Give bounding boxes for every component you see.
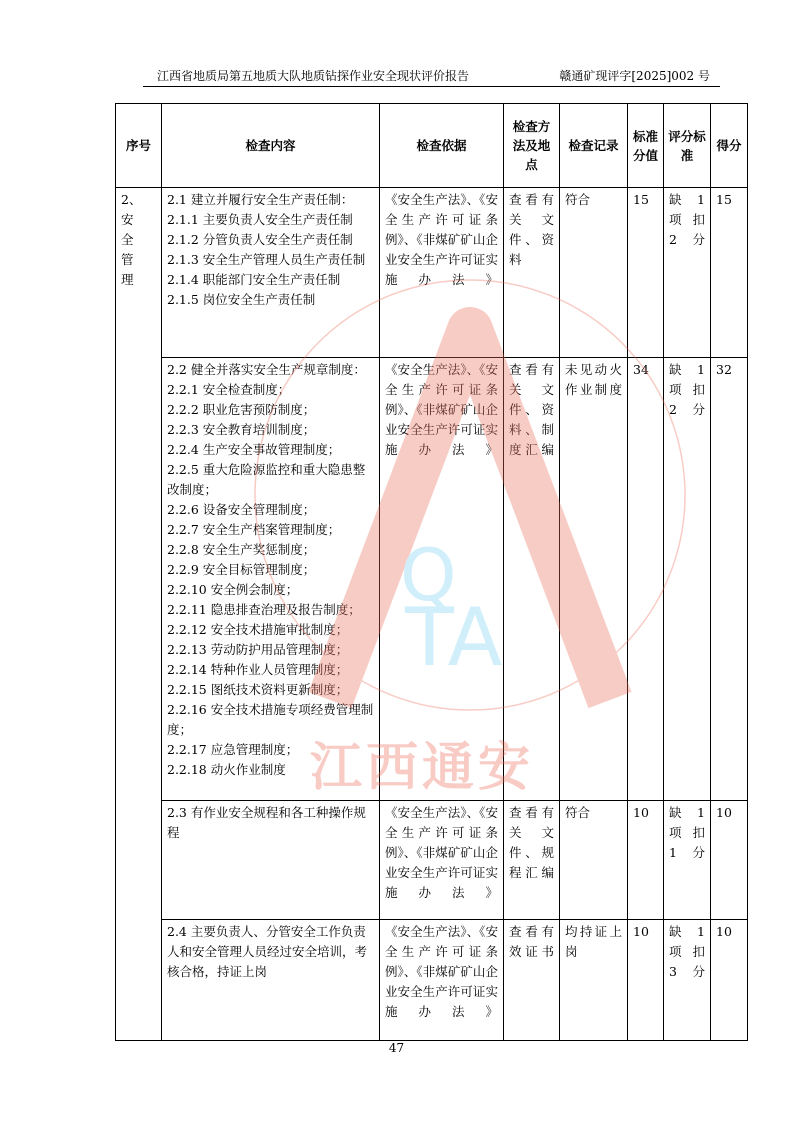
score-cell: 32 — [711, 358, 748, 801]
method-cell: 查看有关文件、资料 — [504, 188, 560, 358]
score-cell: 10 — [711, 801, 748, 920]
basis-cell: 《安全生产法》、《安全生产许可证条例》、《非煤矿矿山企业安全生产许可证实施办法》 — [380, 801, 504, 920]
std-cell: 10 — [628, 801, 664, 920]
std-cell: 15 — [628, 188, 664, 358]
header-std: 标准分值 — [628, 104, 664, 188]
report-number: 赣通矿现评字[2025]002 号 — [559, 69, 710, 83]
table-row — [116, 358, 748, 801]
page-header — [143, 66, 720, 87]
header-record: 检查记录 — [560, 104, 628, 188]
watermark-text: 江西通安 — [310, 738, 535, 798]
basis-cell: 《安全生产法》、《安全生产许可证条例》、《非煤矿矿山企业安全生产许可证实施办法》 — [380, 188, 504, 358]
section-label: 2、安全管理 — [116, 188, 162, 1041]
content-cell: 2.3 有作业安全规程和各工种操作规程 — [162, 801, 380, 920]
rule-cell: 缺 1 项扣 2分 — [664, 358, 711, 801]
basis-cell: 《安全生产法》、《安全生产许可证条例》、《非煤矿矿山企业安全生产许可证实施办法》 — [380, 358, 504, 801]
table-row — [116, 188, 748, 358]
table-row — [116, 801, 748, 920]
std-cell: 10 — [628, 920, 664, 1041]
header-method: 检查方法及地点 — [504, 104, 560, 188]
header-score: 得分 — [711, 104, 748, 188]
basis-cell: 《安全生产法》、《安全生产许可证条例》、《非煤矿矿山企业安全生产许可证实施办法》 — [380, 920, 504, 1041]
content-cell: 2.2 健全并落实安全生产规章制度： 2.2.1 安全检查制度； 2.2.2 职业危害预防制度； 2.2.3 安全教育培训制度； 2.2.4 生产安全事故管理制度； 2.2.5 重大危险源监控和重大隐患整改制度； 2.2.6 设备安全管理制度； 2.2.7 安全生产档案管理制度； 2.2.8 安全生产奖惩制度； 2.2.9 安全目标管理制度； 2.2.10 安全例会制度； 2.2.11 隐患排查治理及报告制度； 2.2.12 安全技术措施审批制度； 2.2.13 劳动防护用品管理制度； 2.2.14 特种作业人员管理制度； 2.2.15 图纸技术资料更新制度； 2.2.16 安全技术措施专项经费管理制度； 2.2.17 应急管理制度； 2.2.18 动火作业制度 — [162, 358, 380, 801]
header-rule: 评分标准 — [664, 104, 711, 188]
header-content: 检查内容 — [162, 104, 380, 188]
header-seq: 序号 — [116, 104, 162, 188]
record-cell: 均持证上岗 — [560, 920, 628, 1041]
table-header-row — [116, 104, 748, 188]
method-cell: 查看有关文件、资料、制度汇编 — [504, 358, 560, 801]
std-cell: 34 — [628, 358, 664, 801]
table-row — [116, 920, 748, 1041]
record-cell: 符合 — [560, 188, 628, 358]
header-basis: 检查依据 — [380, 104, 504, 188]
svg-text:TA: TA — [405, 591, 503, 684]
page-number: 47 — [388, 1041, 405, 1055]
method-cell: 查看有效证书 — [504, 920, 560, 1041]
report-title: 江西省地质局第五地质大队地质钻探作业安全现状评价报告 — [157, 69, 470, 83]
inspection-table — [115, 103, 748, 1041]
score-cell: 15 — [711, 188, 748, 358]
method-cell: 查看有关文件、规程汇编 — [504, 801, 560, 920]
content-cell: 2.1 建立并履行安全生产责任制： 2.1.1 主要负责人安全生产责任制 2.1.2 分管负责人安全生产责任制 2.1.3 安全生产管理人员生产责任制 2.1.4 职能部门安全生产责任制 2.1.5 岗位安全生产责任制 — [162, 188, 380, 358]
rule-cell: 缺 1 项扣 1 分 — [664, 801, 711, 920]
rule-cell: 缺 1 项扣 2分 — [664, 188, 711, 358]
svg-text:Q: Q — [400, 533, 457, 617]
score-cell: 10 — [711, 920, 748, 1041]
rule-cell: 缺 1 项扣 3分 — [664, 920, 711, 1041]
record-cell: 符合 — [560, 801, 628, 920]
record-cell: 未见动火作业制度 — [560, 358, 628, 801]
content-cell: 2.4 主要负责人、分管安全工作负责人和安全管理人员经过安全培训，考核合格，持证上岗 — [162, 920, 380, 1041]
